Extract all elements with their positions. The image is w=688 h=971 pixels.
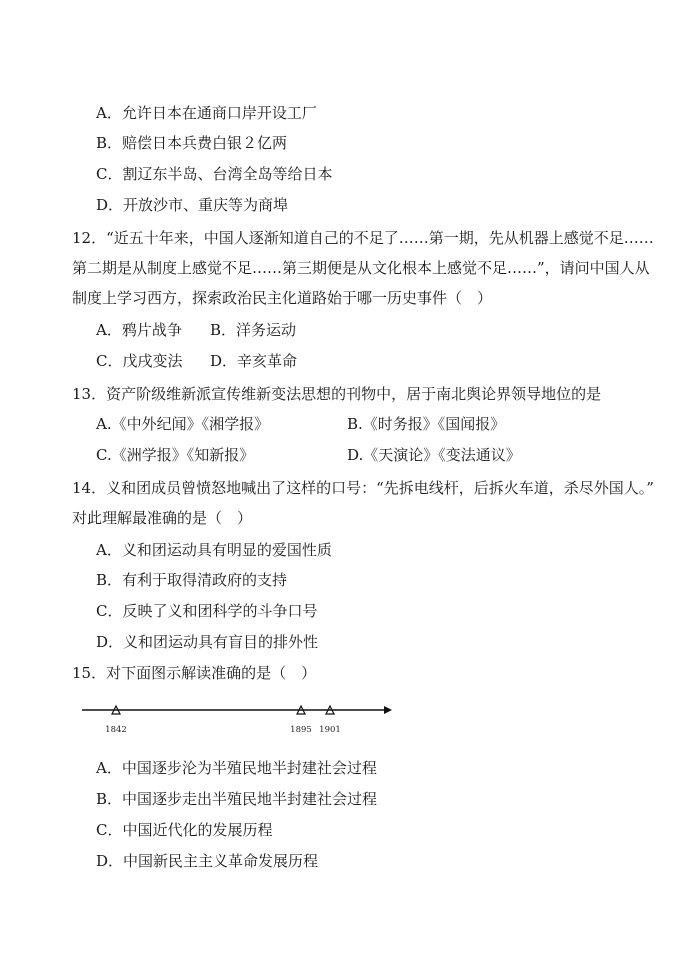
q15-option-a: A．中国逐步沦为半殖民地半封建社会过程 bbox=[96, 759, 377, 777]
timeline-figure bbox=[78, 693, 396, 741]
q14-option-c: C．反映了义和团科学的斗争口号 bbox=[96, 602, 318, 620]
q15-stem: 15．对下面图示解读准确的是（ ） bbox=[72, 664, 317, 682]
q15-option-c: C．中国近代化的发展历程 bbox=[96, 821, 273, 839]
q13-option-b: B.《时务报》《国闻报》 bbox=[347, 415, 506, 433]
q15-option-d: D．中国新民主主义革命发展历程 bbox=[96, 852, 319, 870]
q13-stem: 13．资产阶级维新派宣传维新变法思想的刊物中，居于南北舆论界领导地位的是 bbox=[72, 385, 602, 403]
timeline-label-1901: 1901 bbox=[319, 725, 341, 735]
q12-option-c: C．戊戌变法 bbox=[96, 352, 183, 370]
q14-stem-line-1: 14．义和团成员曾愤怒地喊出了这样的口号：“先拆电线杆，后拆火车道，杀尽外国人。” bbox=[72, 479, 654, 497]
q11-option-c: C．割辽东半岛、台湾全岛等给日本 bbox=[96, 165, 333, 183]
timeline-label-1895: 1895 bbox=[290, 725, 312, 735]
q14-option-b: B．有利于取得清政府的支持 bbox=[96, 571, 288, 589]
q14-option-a: A．义和团运动具有明显的爱国性质 bbox=[96, 541, 332, 559]
q13-option-c: C.《洲学报》《知新报》 bbox=[96, 446, 255, 464]
q12-stem-line-1: 12．“近五十年来，中国人逐渐知道自己的不足了……第一期，先从机器上感觉不足…… bbox=[72, 229, 654, 247]
q12-stem-line-2: 第二期是从制度上感觉不足……第三期便是从文化根本上感觉不足……”，请问中国人从 bbox=[72, 259, 650, 277]
q12-option-a: A．鸦片战争 bbox=[96, 321, 182, 339]
timeline-label-1842: 1842 bbox=[105, 725, 127, 735]
q13-option-d: D.《天演论》《变法通议》 bbox=[347, 446, 521, 464]
q11-option-d: D．开放沙市、重庆等为商埠 bbox=[96, 196, 289, 214]
q13-option-a: A.《中外纪闻》《湘学报》 bbox=[96, 415, 270, 433]
q12-option-d: D．辛亥革命 bbox=[210, 352, 298, 370]
q14-option-d: D．义和团运动具有盲目的排外性 bbox=[96, 633, 319, 651]
q15-option-b: B．中国逐步走出半殖民地半封建社会过程 bbox=[96, 790, 378, 808]
timeline-arrowhead bbox=[384, 706, 392, 714]
q11-option-b: B．赔偿日本兵费白银２亿两 bbox=[96, 134, 288, 152]
q12-option-b: B．洋务运动 bbox=[210, 321, 297, 339]
q12-stem-line-3: 制度上学习西方，探索政治民主化道路始于哪一历史事件（ ） bbox=[72, 289, 493, 307]
q11-option-a: A．允许日本在通商口岸开设工厂 bbox=[96, 104, 317, 122]
q14-stem-line-2: 对此理解最准确的是（ ） bbox=[72, 509, 253, 527]
